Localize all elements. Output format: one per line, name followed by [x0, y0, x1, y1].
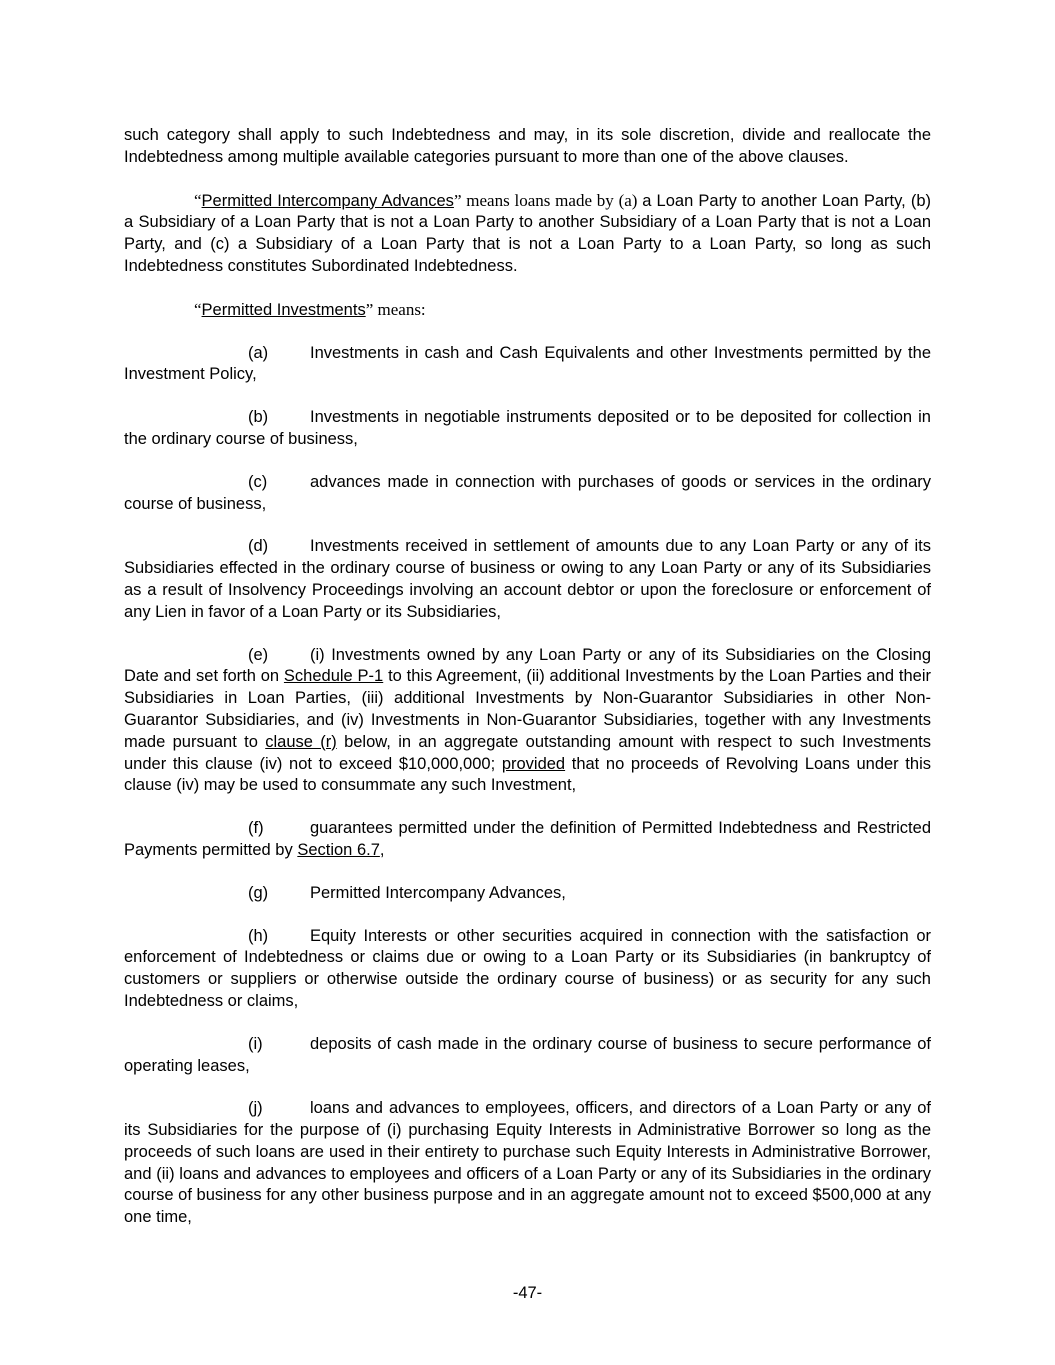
clause-text: advances made in connection with purchases of goods or services in the ordinary course of business,: [124, 472, 931, 513]
clause-label: (h): [248, 926, 269, 945]
clause-text: Permitted Intercompany Advances,: [310, 883, 566, 902]
clause-e: [124, 645, 931, 798]
clause-d: [124, 536, 931, 623]
clause-text: Equity Interests or other securities acquired in connection with the satisfaction or enforcement of Indebtedness or claims due or owing to a Loan Party or its Subsidiaries (in bankruptcy of customers or suppliers or otherwise outside the ordinary course of business) or as security for any such Indebtedness or claims,: [124, 926, 931, 1010]
clause-label: (d): [248, 537, 269, 556]
clause-c: [124, 472, 931, 516]
clause-i: [124, 1034, 931, 1078]
section-reference: Section 6.7: [297, 840, 380, 859]
means-text: means:: [373, 299, 426, 319]
clause-reference: clause (r): [265, 732, 337, 751]
clause-text: deposits of cash made in the ordinary course of business to secure performance of operating leases,: [124, 1034, 931, 1075]
clause-text: loans and advances to employees, officers, and directors of a Loan Party or any of its Subsidiaries for the purpose of (i) purchasing Equity Interests in Administrative Borrower so long as the proceeds of such loans are used in their entirety to purchase such Equity Interests in Administrative Borrower, and (ii) loans and advances to employees and officers of a Loan Party or any of its Subsidiaries in the ordinary course of business for any other business purpose and in an aggregate amount not to exceed $500,000 at any one time,: [124, 1099, 931, 1227]
clause-text: guarantees permitted under the definition of Permitted Indebtedness and Restricted Payments permitted by: [124, 819, 931, 859]
definition-text: a Loan Party to another Loan Party, (b) a Subsidiary of a Loan Party that is not a Loan Party to another Subsidiary of a Loan Party that is not a Loan Party, and (c) a Subsidiary of a Loan Party that is not a Loan Party to a Loan Party, so long as such Indebtedness constitutes Subordinated Indebtedness.: [124, 191, 932, 275]
document-page: [124, 125, 931, 1250]
definition-permitted-investments: [124, 299, 931, 322]
clause-text: (i) Investments owned by any Loan Party or any of its Subsidiaries on the Closing Date and set forth on: [124, 645, 931, 686]
page-number: -47-: [512, 1284, 543, 1302]
clause-label: (j): [248, 1099, 263, 1118]
clause-a: [124, 343, 931, 387]
clause-label: (a): [248, 343, 269, 362]
clause-label: (f): [248, 819, 264, 838]
clause-h: [124, 926, 931, 1013]
defined-term: Permitted Investments: [201, 300, 366, 319]
close-quote: ”: [365, 299, 374, 319]
definition-permitted-intercompany-advances: [124, 190, 931, 278]
open-quote: “: [194, 190, 202, 210]
means-text: means loans made by (a): [461, 190, 643, 210]
clause-text: Investments received in settlement of amounts due to any Loan Party or any of its Subsidiaries effected in the ordinary course of business or owing to any Loan Party or any of its Subsidiaries as a result of Insolvency Proceedings involving an account debtor or upon the foreclosure or enforcement of any Lien in favor of a Loan Party or its Subsidiaries,: [124, 537, 931, 621]
clause-b: [124, 407, 931, 451]
intro-paragraph: such category shall apply to such Indebtedness and may, in its sole discretion, divide and reallocate the Indebtedness among multiple available categories pursuant to more than one of the above clauses.: [124, 126, 931, 166]
clause-label: (c): [248, 472, 268, 491]
open-quote: “: [194, 299, 202, 319]
clause-label: (e): [248, 645, 269, 664]
schedule-reference: Schedule P-1: [283, 667, 384, 686]
close-quote: ”: [453, 190, 462, 210]
clause-text: that no proceeds of Revolving Loans under this clause (iv) may be used to consummate any such Investment,: [124, 754, 931, 795]
clause-label: (i): [248, 1034, 263, 1053]
clause-f: [124, 818, 931, 862]
provided-term: provided: [501, 754, 566, 773]
clause-label: (b): [248, 408, 269, 427]
clause-g: [124, 883, 931, 905]
defined-term: Permitted Intercompany Advances: [201, 191, 454, 210]
clause-j: [124, 1098, 931, 1229]
clause-text: to this Agreement, (ii) additional Investments by the Loan Parties and their Subsidiaries in Loan Parties, (iii) additional Investments by Non-Guarantor Subsidiaries in other Non-Guarantor Subsidiaries, and (iv) Investments in Non-Guarantor Subsidiaries, together with any Investments made pursuant to: [124, 667, 931, 751]
clause-text: Investments in negotiable instruments deposited or to be deposited for collection in the ordinary course of business,: [124, 408, 931, 448]
clause-text: below, in an aggregate outstanding amount with respect to such Investments under this clause (iv) not to exceed $10,000,000;: [124, 732, 932, 773]
clause-text: ,: [379, 840, 385, 859]
clause-text: Investments in cash and Cash Equivalents and other Investments permitted by the Investment Policy,: [124, 343, 931, 384]
clause-label: (g): [248, 883, 269, 902]
